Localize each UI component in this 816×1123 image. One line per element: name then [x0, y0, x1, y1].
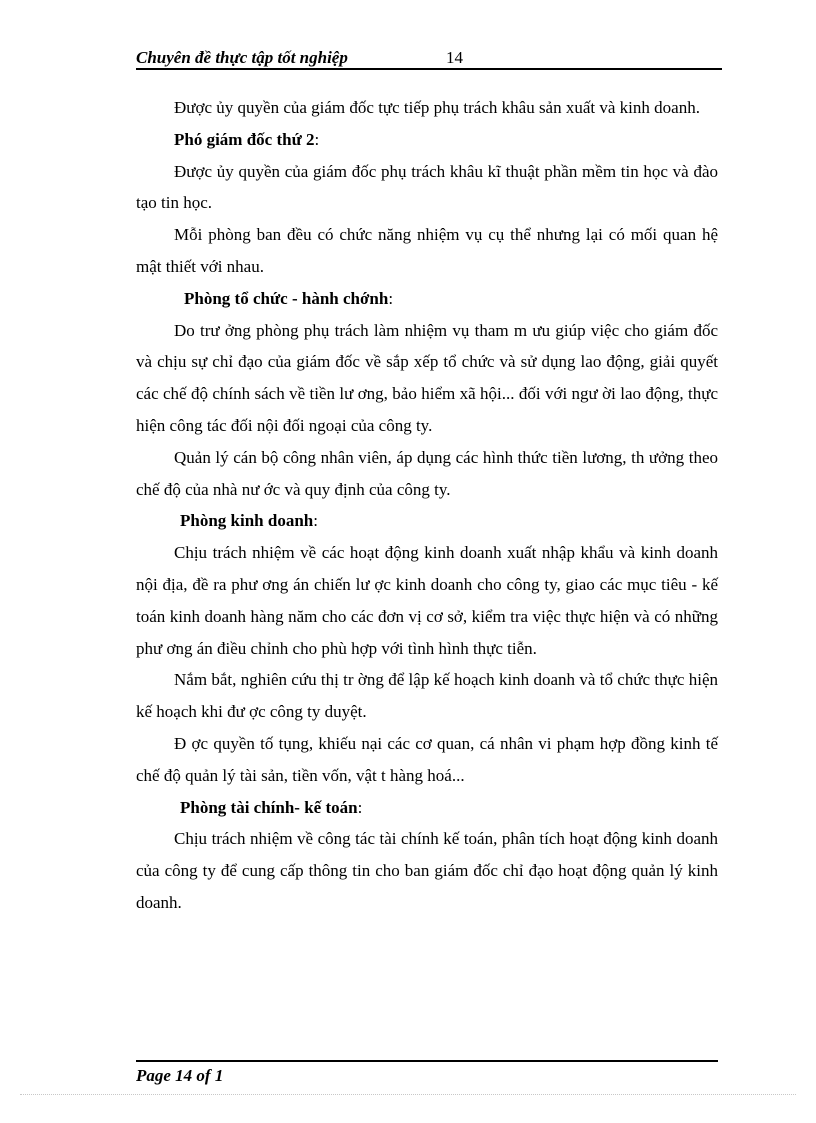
- paragraph-2: Được ủy quyền của giám đốc phụ trách khâu kĩ thuật phần mềm tin học và đào tạo tin học.: [136, 161, 718, 213]
- paragraph-5: Quản lý cán bộ công nhân viên, áp dụng các hình thức tiền lương, th ưởng theo chế độ của nhà nư ớc và quy định của công ty.: [136, 447, 718, 499]
- heading-admin-department: Phòng tổ chức - hành chớnh:: [184, 288, 394, 308]
- paragraph-4: Do trư ởng phòng phụ trách làm nhiệm vụ tham m ưu giúp việc cho giám đốc và chịu sự chỉ đạo của giám đốc về sắp xếp tổ chức và sử dụng lao động, giải quyết các chế độ chính sách về tiền lư ơng, bảo hiểm xã hội... đối với ngư ời lao động, thực hiện công tác đối nội đối ngoại của công ty.: [136, 320, 718, 435]
- page-bottom-dotted-rule: [20, 1094, 796, 1095]
- paragraph-3: Mỗi phòng ban đều có chức năng nhiệm vụ cụ thể nhưng lại có mối quan hệ mật thiết với nhau.: [136, 225, 718, 276]
- heading-text: Phòng tài chính- kế toán: [180, 797, 358, 817]
- heading-finance-department: Phòng tài chính- kế toán:: [180, 797, 363, 817]
- page-header: [136, 46, 722, 70]
- heading-business-department: Phòng kinh doanh:: [180, 511, 318, 531]
- paragraph-6: Chịu trách nhiệm về các hoạt động kinh doanh xuất nhập khẩu và kinh doanh nội địa, đề ra phư ơng án chiến lư ợc kinh doanh cho công ty, giao các mục tiêu - kế toán kinh doanh hàng năm cho các đơn vị cơ sở, kiểm tra việc thực hiện và có những phư ơng án điều chỉnh cho phù hợp với tình hình thực tiễn.: [136, 543, 718, 658]
- paragraph-9: Chịu trách nhiệm về công tác tài chính kế toán, phân tích hoạt động kinh doanh của công ty để cung cấp thông tin cho ban giám đốc chỉ đạo hoạt động quản lý kinh doanh.: [136, 829, 718, 912]
- footer-page-label: Page 14 of 1: [136, 1066, 224, 1085]
- header-page-number: 14: [446, 48, 463, 67]
- paragraph-7: Nắm bắt, nghiên cứu thị tr ờng để lập kế hoạch kinh doanh và tổ chức thực hiện kế hoạch khi đư ợc công ty duyệt.: [136, 670, 718, 722]
- paragraph-1: Được ủy quyền của giám đốc tực tiếp phụ trách khâu sản xuất và kinh doanh.: [174, 98, 700, 117]
- paragraph-8: Đ ợc quyền tố tụng, khiếu nại các cơ quan, cá nhân vi phạm hợp đồng kinh tế chế độ quản lý tài sản, tiền vốn, vật t hàng hoá...: [136, 733, 718, 785]
- header-title: Chuyên đề thực tập tốt nghiệp: [136, 48, 348, 67]
- heading-deputy-director-2: Phó giám đốc thứ 2:: [174, 129, 320, 149]
- heading-text: Phó giám đốc thứ 2: [174, 129, 315, 149]
- document-body: [136, 92, 718, 919]
- heading-text: Phòng tổ chức - hành chớnh: [184, 288, 389, 308]
- footer-divider: [136, 1060, 718, 1062]
- heading-text: Phòng kinh doanh: [180, 511, 314, 531]
